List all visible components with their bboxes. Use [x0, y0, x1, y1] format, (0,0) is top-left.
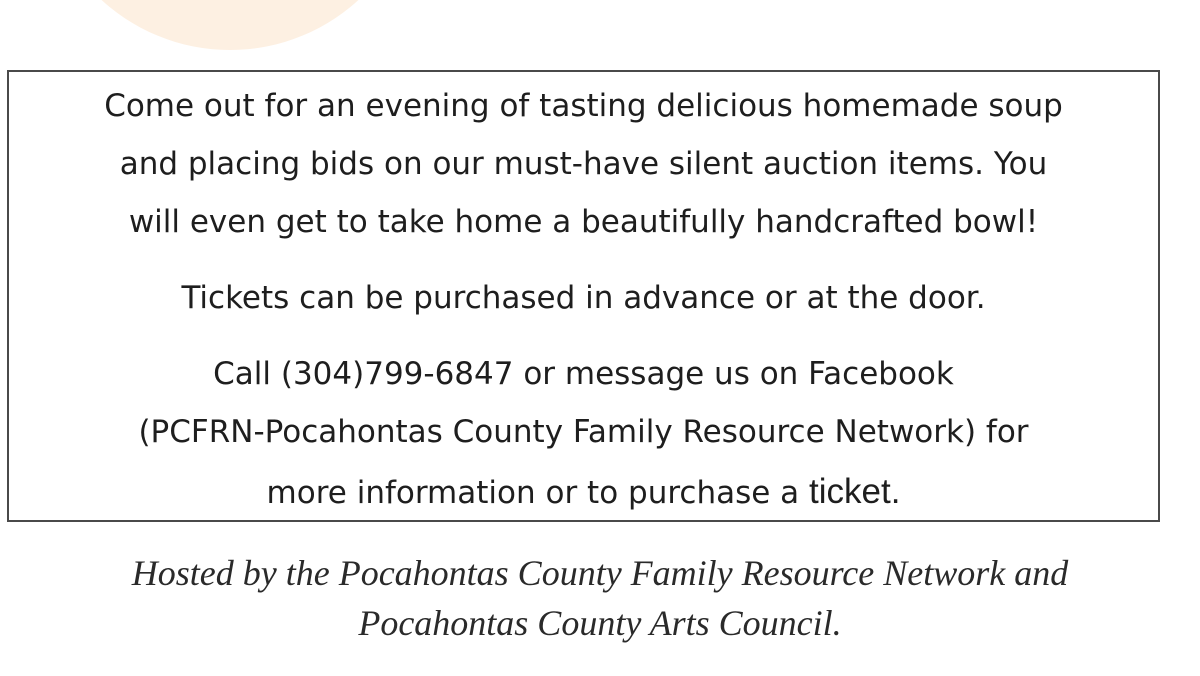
tickets-line: Tickets can be purchased in advance or at the door.	[181, 280, 986, 316]
contact-line-1: Call (304)799-6847 or message us on Facebook	[213, 356, 954, 392]
contact-line-2: (PCFRN-Pocahontas County Family Resource Network) for	[138, 414, 1029, 450]
contact-line-3	[9, 472, 1158, 512]
ticket-word: ticket.	[809, 472, 901, 511]
event-info-box	[7, 70, 1160, 522]
intro-line-1: Come out for an evening of tasting delicious homemade soup	[104, 88, 1063, 124]
intro-line-2: and placing bids on our must-have silent auction items. You	[119, 146, 1048, 182]
hosted-by-line-1: Hosted by the Pocahontas County Family Resource Network and	[131, 553, 1069, 593]
decorative-circle	[40, 0, 420, 50]
hosted-by-line-2: Pocahontas County Arts Council.	[358, 603, 842, 643]
contact-line-3-text: more information or to purchase a	[266, 475, 800, 511]
intro-line-3: will even get to take home a beautifully handcrafted bowl!	[128, 204, 1039, 240]
